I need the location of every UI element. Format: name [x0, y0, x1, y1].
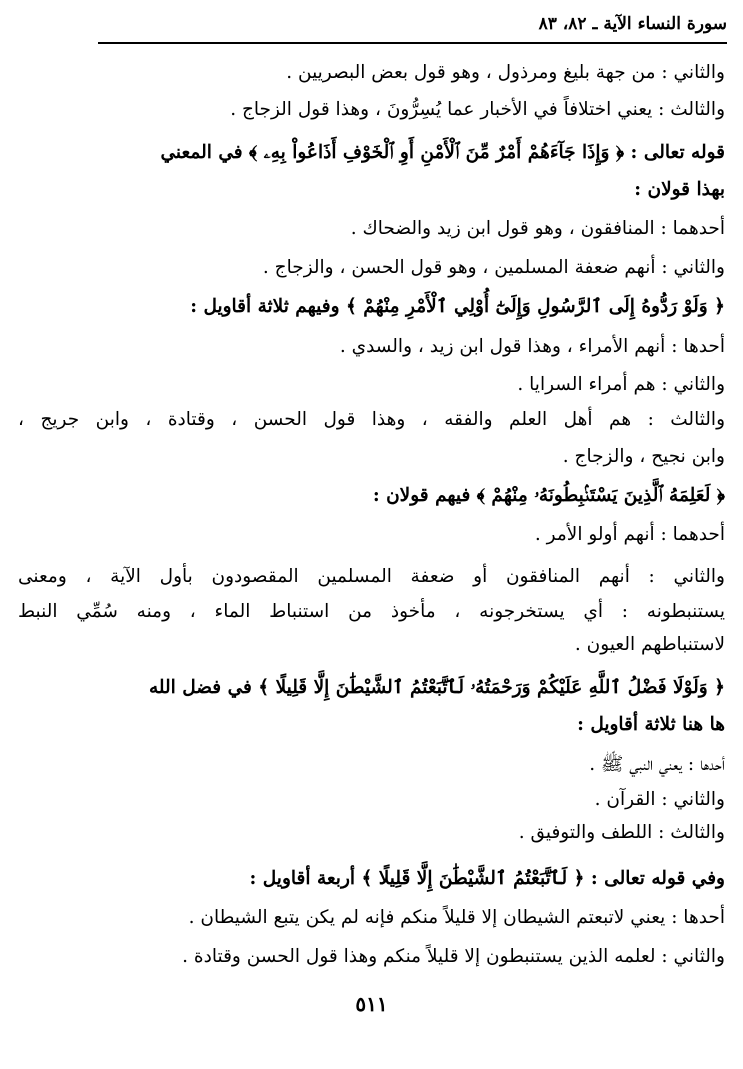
- text-line: يستنبطونه : أي يستخرجونه ، مأخوذ من استنباط الماء ، ومنه سُمِّي النبط: [18, 601, 725, 622]
- text-line: والثاني : أنهم المنافقون أو ضعفة المسلمين المقصودون بأول الآية ، ومعنى: [18, 566, 725, 587]
- quran-verse-line: ﴿ وَلَوْ رَدُّوهُ إِلَى ٱلرَّسُولِ وَإِلَىٰٓ أُوْلِي ٱلْأَمْرِ مِنْهُمْ ﴾ وفيهم ثلاثة أقاويل :: [190, 296, 725, 317]
- text-line: أحدهما : أنهم أولو الأمر .: [534, 524, 725, 545]
- text-line: لاستنباطهم العيون .: [574, 634, 725, 655]
- text-line: بهذا قولان :: [634, 179, 725, 200]
- text-line: ها هنا ثلاثة أقاويل :: [577, 714, 725, 735]
- page-number: ٥١١: [355, 992, 388, 1016]
- text-line: والثاني : لعلمه الذين يستنبطون إلا قليلاً منكم وهذا قول الحسن وقتادة .: [182, 946, 725, 967]
- text-line: والثالث : يعني اختلافاً في الأخبار عما يُسِرُّونَ ، وهذا قول الزجاج .: [230, 99, 725, 120]
- text-line: والثالث : اللطف والتوفيق .: [518, 822, 725, 843]
- text-line: والثاني : أنهم ضعفة المسلمين ، وهو قول الحسن ، والزجاج .: [262, 257, 725, 278]
- header-rule: [98, 42, 727, 44]
- quran-verse-line: قوله تعالى : ﴿ وَإِذَا جَآءَهُمْ أَمْرٌ مِّنَ ٱلْأَمْنِ أَوِ ٱلْخَوْفِ أَذَاعُواْ بِهِۦ ﴾ في المعني: [160, 142, 725, 163]
- text-line: وابن نجيح ، والزجاج .: [562, 446, 725, 467]
- quran-verse-line: وفي قوله تعالى : ﴿ لَٱتَّبَعْتُمُ ٱلشَّيْطَٰنَ إِلَّا قَلِيلًا ﴾ أربعة أقاويل :: [249, 868, 725, 889]
- text-line: أحدها : يعني لاتبعتم الشيطان إلا قليلاً منكم فإنه لم يكن يتبع الشيطان .: [188, 907, 725, 928]
- quran-verse-line: ﴿ وَلَوْلَا فَضْلُ ٱللَّهِ عَلَيْكُمْ وَرَحْمَتُهُۥ لَٱتَّبَعْتُمُ ٱلشَّيْطَٰنَ إِلَّا قَلِيلًا ﴾ في فضل الله: [148, 677, 725, 698]
- text-line: والثاني : من جهة بليغ ومرذول ، وهو قول بعض البصريين .: [286, 62, 725, 83]
- text-line: والثاني : القرآن .: [594, 789, 725, 810]
- text-line: أحدها : أنهم الأمراء ، وهذا قول ابن زيد ، والسدي .: [339, 336, 725, 357]
- text-line: أحدها : يعني النبي ﷺ .: [589, 754, 725, 775]
- text-line: أحدهما : المنافقون ، وهو قول ابن زيد والضحاك .: [350, 218, 725, 239]
- text-line: والثالث : هم أهل العلم والفقه ، وهذا قول الحسن ، وقتادة ، وابن جريج ،: [18, 409, 725, 430]
- text-line: والثاني : هم أمراء السرايا .: [517, 374, 725, 395]
- running-header: سورة النساء الآية ـ ٨٢، ٨٣: [538, 14, 727, 34]
- quran-verse-line: ﴿ لَعَلِمَهُ ٱلَّذِينَ يَسْتَنۢبِطُونَهُۥ مِنْهُمْ ﴾ فيهم قولان :: [372, 485, 725, 506]
